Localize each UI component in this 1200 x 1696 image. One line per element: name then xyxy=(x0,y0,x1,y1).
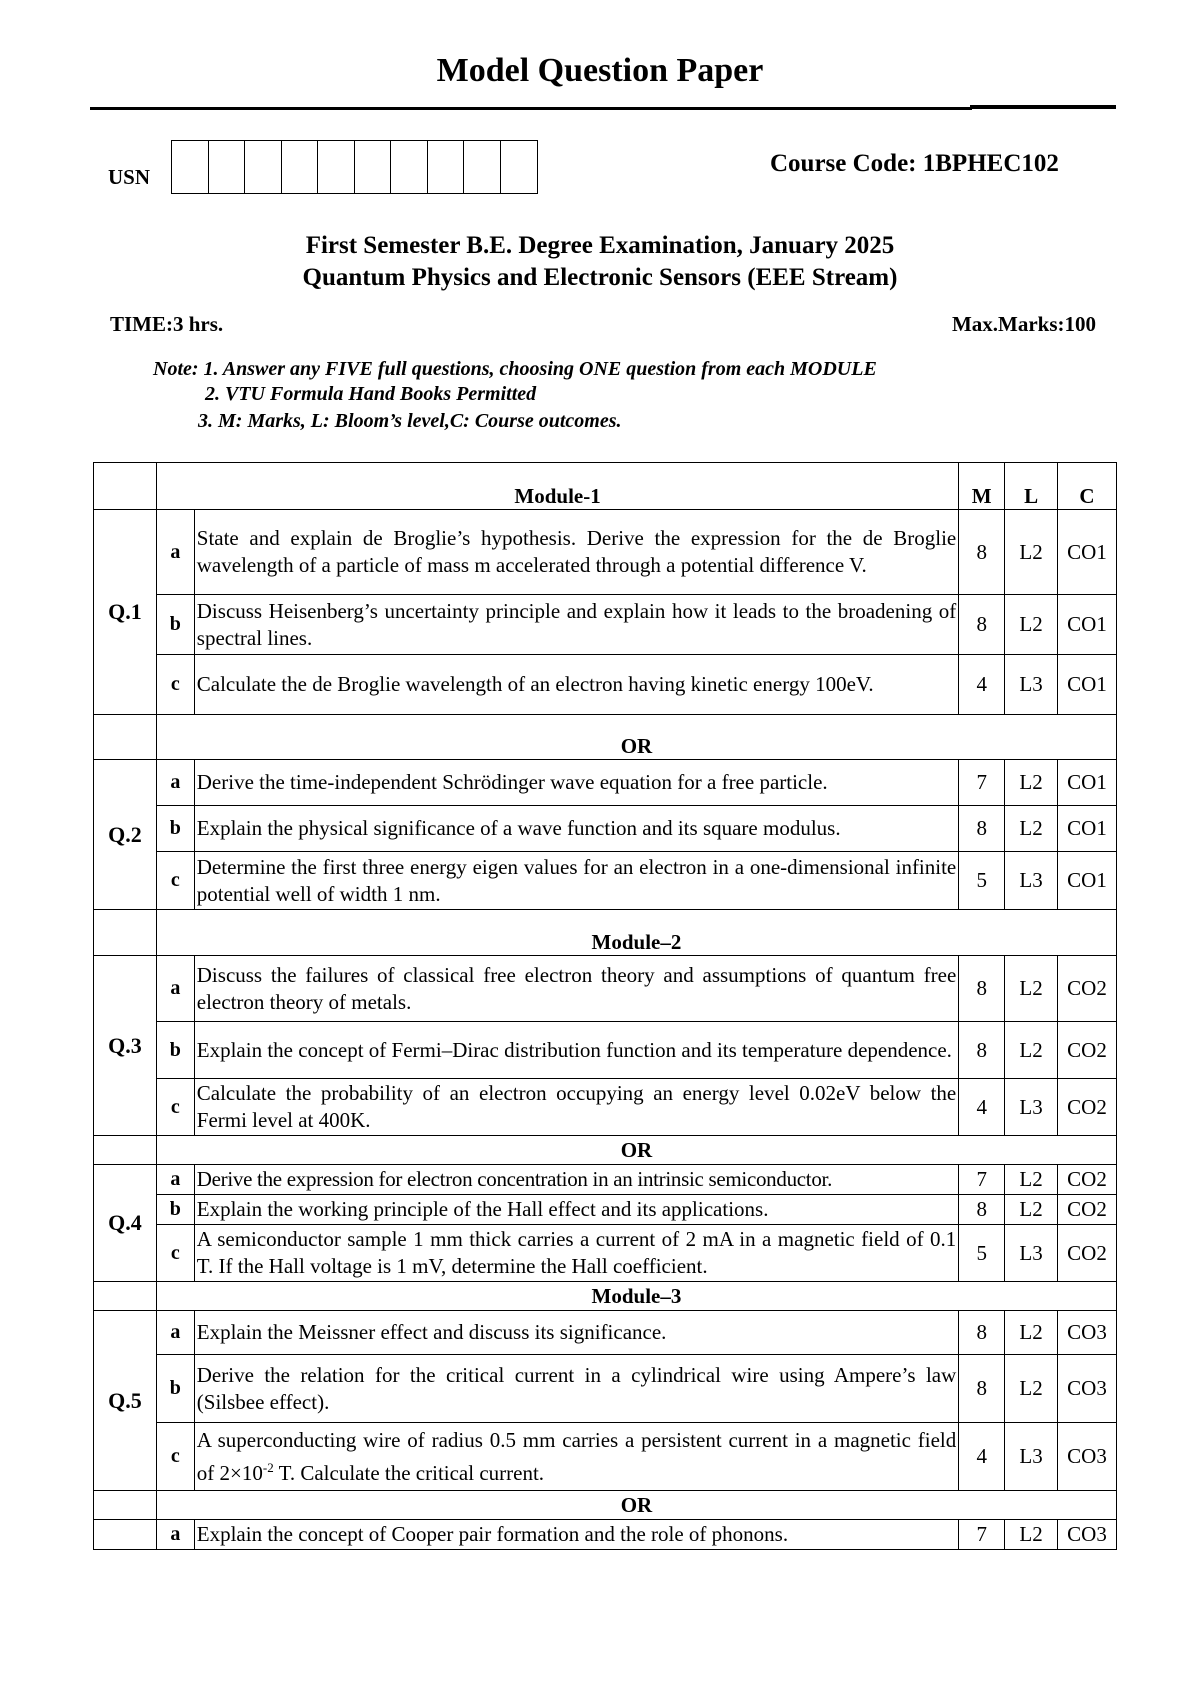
marks-value: 7 xyxy=(959,760,1005,806)
usn-box[interactable] xyxy=(428,141,465,193)
question-row xyxy=(94,1423,1117,1491)
sub-question-letter: b xyxy=(156,806,194,852)
sub-question-letter: c xyxy=(156,1079,194,1136)
module-header-row xyxy=(94,1282,1117,1311)
sub-question-letter: b xyxy=(156,595,194,655)
level-value: L2 xyxy=(1005,1520,1058,1550)
sub-question-letter: b xyxy=(156,1022,194,1079)
or-label: OR xyxy=(156,715,1116,760)
outcome-value: CO1 xyxy=(1058,595,1117,655)
sub-question-letter: c xyxy=(156,1225,194,1282)
exam-title: First Semester B.E. Degree Examination, January 2025 xyxy=(305,232,895,259)
marks-value: 8 xyxy=(959,806,1005,852)
module-1-heading: Module-1 xyxy=(156,463,958,510)
question-text: Explain the concept of Cooper pair formation and the role of phonons. xyxy=(194,1520,959,1550)
question-row xyxy=(94,510,1117,595)
level-value: L3 xyxy=(1005,655,1058,715)
level-header: L xyxy=(1005,463,1058,510)
outcome-value: CO2 xyxy=(1058,1079,1117,1136)
sub-question-letter: a xyxy=(156,956,194,1022)
note-line-1: Note: 1. Answer any FIVE full questions, choosing ONE question from each MODULE xyxy=(153,358,877,380)
outcome-value: CO2 xyxy=(1058,1225,1117,1282)
usn-box[interactable] xyxy=(355,141,392,193)
marks-value: 7 xyxy=(959,1520,1005,1550)
question-row xyxy=(94,806,1117,852)
module-3-heading: Module–3 xyxy=(156,1282,1116,1311)
sub-question-letter: a xyxy=(156,1165,194,1195)
marks-value: 5 xyxy=(959,1225,1005,1282)
note-line-2: 2. VTU Formula Hand Books Permitted xyxy=(205,383,537,405)
marks-value: 4 xyxy=(959,655,1005,715)
level-value: L3 xyxy=(1005,1079,1058,1136)
usn-box[interactable] xyxy=(391,141,428,193)
outcome-value: CO2 xyxy=(1058,1022,1117,1079)
outcome-value: CO1 xyxy=(1058,760,1117,806)
question-text: Explain the Meissner effect and discuss its significance. xyxy=(194,1311,959,1355)
usn-box[interactable] xyxy=(464,141,501,193)
marks-header: M xyxy=(959,463,1005,510)
level-value: L2 xyxy=(1005,1195,1058,1225)
note-line-3: 3. M: Marks, L: Bloom’s level,C: Course outcomes. xyxy=(198,410,622,432)
outcome-value: CO3 xyxy=(1058,1311,1117,1355)
level-value: L3 xyxy=(1005,1423,1058,1491)
level-value: L2 xyxy=(1005,806,1058,852)
question-number: Q.3 xyxy=(94,956,157,1136)
question-text: Discuss the failures of classical free electron theory and assumptions of quantum free electron theory of metals. xyxy=(194,956,959,1022)
outcome-value: CO3 xyxy=(1058,1520,1117,1550)
sub-question-letter: a xyxy=(156,760,194,806)
level-value: L3 xyxy=(1005,852,1058,910)
question-text: Explain the concept of Fermi–Dirac distribution function and its temperature dependence. xyxy=(194,1022,959,1079)
level-value: L2 xyxy=(1005,956,1058,1022)
question-number xyxy=(94,1520,157,1550)
max-marks-label: Max.Marks:100 xyxy=(951,312,1096,336)
time-label: TIME:3 hrs. xyxy=(110,312,224,336)
question-text: Derive the expression for electron concentration in an intrinsic semiconductor. xyxy=(194,1165,959,1195)
or-label: OR xyxy=(156,1491,1116,1520)
level-value: L3 xyxy=(1005,1225,1058,1282)
or-row xyxy=(94,1136,1117,1165)
marks-value: 4 xyxy=(959,1423,1005,1491)
marks-value: 5 xyxy=(959,852,1005,910)
question-row xyxy=(94,1225,1117,1282)
question-text xyxy=(194,1423,959,1491)
sub-question-letter: a xyxy=(156,1311,194,1355)
usn-label: USN xyxy=(108,165,151,189)
module-2-heading: Module–2 xyxy=(156,910,1116,956)
question-row xyxy=(94,760,1117,806)
question-number: Q.4 xyxy=(94,1165,157,1282)
title-underline xyxy=(90,107,972,110)
question-row xyxy=(94,1355,1117,1423)
outcome-value: CO1 xyxy=(1058,806,1117,852)
sub-question-letter: c xyxy=(156,852,194,910)
question-text: Calculate the de Broglie wavelength of an electron having kinetic energy 100eV. xyxy=(194,655,959,715)
sub-question-letter: c xyxy=(156,1423,194,1491)
level-value: L2 xyxy=(1005,760,1058,806)
marks-value: 8 xyxy=(959,595,1005,655)
question-row xyxy=(94,956,1117,1022)
question-row xyxy=(94,1079,1117,1136)
level-value: L2 xyxy=(1005,1355,1058,1423)
question-text: A semiconductor sample 1 mm thick carries a current of 2 mA in a magnetic field of 0.1 T. If the Hall voltage is 1 mV, determine the Hall coefficient. xyxy=(194,1225,959,1282)
question-table xyxy=(93,462,1117,1550)
usn-boxes xyxy=(171,140,538,194)
marks-value: 8 xyxy=(959,1311,1005,1355)
usn-box[interactable] xyxy=(245,141,282,193)
exponent: -2 xyxy=(262,1459,274,1475)
subject-title: Quantum Physics and Electronic Sensors (EEE Stream) xyxy=(302,264,898,291)
question-row xyxy=(94,655,1117,715)
question-text-part: T. Calculate the critical current. xyxy=(273,1460,545,1485)
sub-question-letter: c xyxy=(156,655,194,715)
usn-box[interactable] xyxy=(501,141,538,193)
question-text: Calculate the probability of an electron occupying an energy level 0.02eV below the Fermi level at 400K. xyxy=(194,1079,959,1136)
level-value: L2 xyxy=(1005,1165,1058,1195)
level-value: L2 xyxy=(1005,510,1058,595)
marks-value: 8 xyxy=(959,1355,1005,1423)
marks-value: 8 xyxy=(959,510,1005,595)
question-text: Explain the working principle of the Hall effect and its applications. xyxy=(194,1195,959,1225)
or-row xyxy=(94,715,1117,760)
title-underline-extension xyxy=(970,105,1116,109)
outcome-value: CO1 xyxy=(1058,510,1117,595)
question-number: Q.2 xyxy=(94,760,157,910)
question-row xyxy=(94,1195,1117,1225)
marks-value: 8 xyxy=(959,1022,1005,1079)
question-row xyxy=(94,1022,1117,1079)
outcome-value: CO3 xyxy=(1058,1423,1117,1491)
question-row xyxy=(94,852,1117,910)
page-title: Model Question Paper xyxy=(436,52,764,89)
question-number: Q.1 xyxy=(94,510,157,715)
sub-question-letter: a xyxy=(156,510,194,595)
usn-box[interactable] xyxy=(172,141,209,193)
module-header-row xyxy=(94,910,1117,956)
question-row xyxy=(94,1165,1117,1195)
question-number: Q.5 xyxy=(94,1311,157,1491)
question-text-part: A superconducting wire of radius 0.5 mm carries a persistent current in a magnetic field of 2×10 xyxy=(196,1427,957,1485)
question-text: Derive the time-independent Schrödinger wave equation for a free particle. xyxy=(194,760,959,806)
marks-value: 4 xyxy=(959,1079,1005,1136)
level-value: L2 xyxy=(1005,1022,1058,1079)
marks-value: 7 xyxy=(959,1165,1005,1195)
usn-box[interactable] xyxy=(282,141,319,193)
or-row xyxy=(94,1491,1117,1520)
outcome-header: C xyxy=(1058,463,1117,510)
outcome-value: CO3 xyxy=(1058,1355,1117,1423)
usn-box[interactable] xyxy=(318,141,355,193)
outcome-value: CO1 xyxy=(1058,655,1117,715)
sub-question-letter: b xyxy=(156,1195,194,1225)
outcome-value: CO1 xyxy=(1058,852,1117,910)
usn-box[interactable] xyxy=(209,141,246,193)
sub-question-letter: a xyxy=(156,1520,194,1550)
outcome-value: CO2 xyxy=(1058,1195,1117,1225)
question-row xyxy=(94,1520,1117,1550)
question-text: Derive the relation for the critical current in a cylindrical wire using Ampere’s law (Silsbee effect). xyxy=(194,1355,959,1423)
marks-value: 8 xyxy=(959,1195,1005,1225)
question-text: Discuss Heisenberg’s uncertainty principle and explain how it leads to the broadening of spectral lines. xyxy=(194,595,959,655)
module-header-row xyxy=(94,463,1117,510)
outcome-value: CO2 xyxy=(1058,956,1117,1022)
question-row xyxy=(94,1311,1117,1355)
level-value: L2 xyxy=(1005,595,1058,655)
sub-question-letter: b xyxy=(156,1355,194,1423)
outcome-value: CO2 xyxy=(1058,1165,1117,1195)
question-text: Explain the physical significance of a wave function and its square modulus. xyxy=(194,806,959,852)
question-text: Determine the first three energy eigen values for an electron in a one-dimensional infinite potential well of width 1 nm. xyxy=(194,852,959,910)
question-row xyxy=(94,595,1117,655)
or-label: OR xyxy=(156,1136,1116,1165)
marks-value: 8 xyxy=(959,956,1005,1022)
question-text: State and explain de Broglie’s hypothesis. Derive the expression for the de Broglie wavelength of a particle of mass m accelerated through a potential difference V. xyxy=(194,510,959,595)
level-value: L2 xyxy=(1005,1311,1058,1355)
course-code: Course Code: 1BPHEC102 xyxy=(770,150,1059,177)
